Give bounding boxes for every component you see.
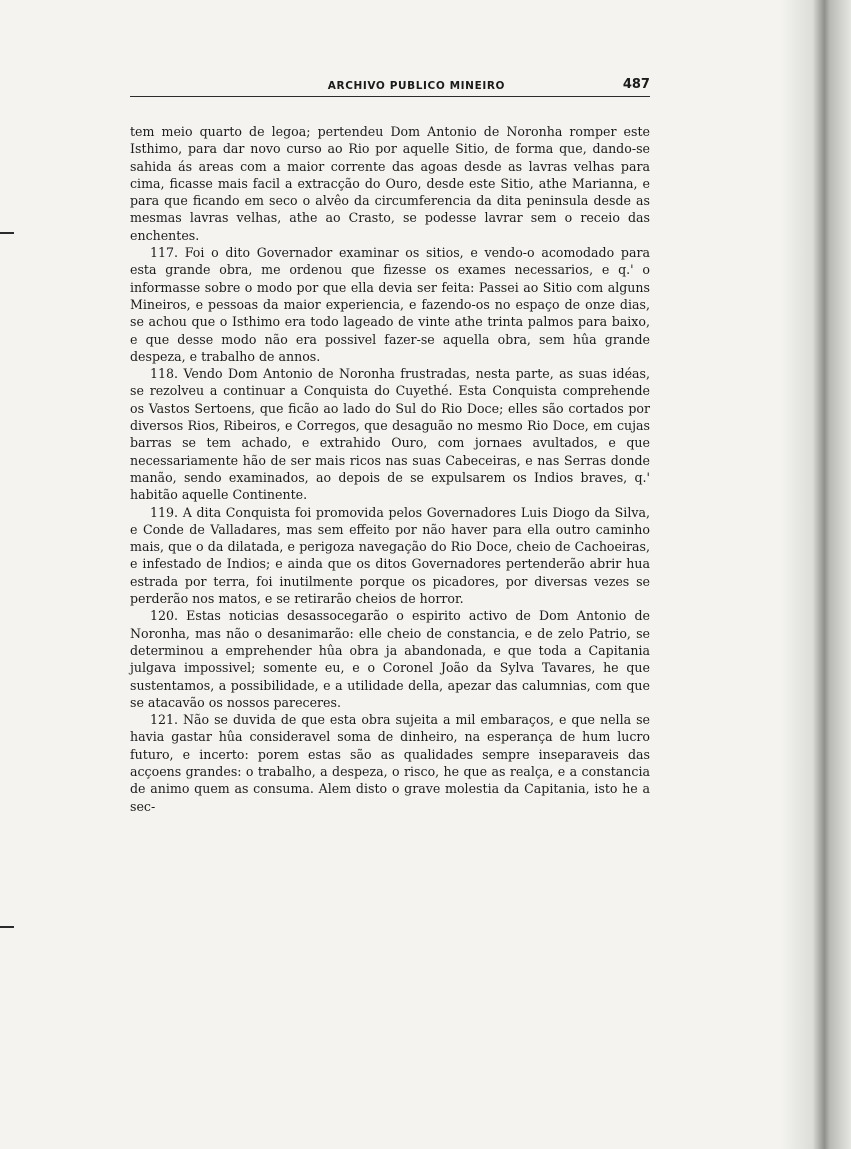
scan-page-edge	[781, 0, 851, 1149]
margin-mark	[0, 926, 14, 928]
body-text	[130, 123, 650, 815]
paragraph-119: 119. A dita Conquista foi promovida pelos Governadores Luis Diogo da Silva, e Conde de Valladares, mas sem effeito por não haver para ella outro caminho mais, que o da dilatada, e perigoza navegação do Rio Doce, cheio de Cachoeiras, e infestado de Indios; e ainda que os ditos Governadores pertenderão abrir hua estrada por terra, foi inutilmente porque os picadores, por diversas vezes se perderão nos matos, e se retirarão cheios de horror.	[130, 504, 650, 607]
paragraph-121: 121. Não se duvida de que esta obra sujeita a mil embaraços, e que nella se havia gastar hûa consideravel soma de dinheiro, na esperança de hum lucro futuro, e incerto: porem estas são as qualidades sempre inseparaveis das acçoens grandes: o trabalho, a despeza, o risco, he que as realça, e a constancia de animo quem as consuma. Alem disto o grave molestia da Capitania, isto he a sec-	[130, 712, 650, 814]
paragraph-118: 118. Vendo Dom Antonio de Noronha frustradas, nesta parte, as suas idéas, se rezolveu a continuar a Conquista do Cuyethé. Esta Conquista comprehende os Vastos Sertoens, que ficão ao lado do Sul do Rio Doce; elles são cortados por diversos Rios, Ribeiros, e Corregos, que desaguão no mesmo Rio Doce, em cujas barras se tem achado, e extrahido Ouro, com jornaes avultados, e que necessariamente hão de ser mais ricos nas suas Cabeceiras, e nas Serras donde manão, sendo examinados, ao depois de se expulsarem os Indios braves, q.' habitão aquelle Continente.	[130, 366, 650, 503]
page-header	[130, 72, 650, 97]
paragraph-120: 120. Estas noticias desassocegarão o espirito activo de Dom Antonio de Noronha, mas não o desanimarão: elle cheio de constancia, e de zelo Patrio, se determinou a emprehender hûa obra ja abandonada, e que toda a Capitania julgava impossivel; somente eu, e o Coronel João da Sylva Tavares, he que sustentamos, a possibilidade, e a utilidade della, apezar das calumnias, com que se atacavão os nossos pareceres.	[130, 608, 650, 710]
book-page	[130, 72, 650, 815]
paragraph-117: 117. Foi o dito Governador examinar os sitios, e vendo-o acomodado para esta grande obra, me ordenou que fizesse os exames necessarios, e q.' o informasse sobre o modo por que ella devia ser feita: Passei ao Sitio com alguns Mineiros, e pessoas da maior experiencia, e fazendo-os no espaço de onze dias, se achou que o Isthimo era todo lageado de vinte athe trinta palmos para baixo, e que desse modo não era possivel fazer-se aquella obra, sem hûa grande despeza, e trabalho de annos.	[130, 245, 650, 364]
margin-mark	[0, 232, 14, 234]
paragraph-continuation: tem meio quarto de legoa; pertendeu Dom Antonio de Noronha romper este Isthimo, para dar novo curso ao Rio por aquelle Sitio, de forma que, dando-se sahida ás areas com a maior corrente das agoas desde as lavras velhas para cima, ficasse mais facil a extracção do Ouro, desde este Sitio, athe Marianna, e para que ficando em seco o alvêo da circumferencia da dita peninsula desde as mesmas lavras velhas, athe ao Crasto, se podesse lavrar sem o receio das enchentes.	[130, 124, 650, 243]
running-head: ARCHIVO PUBLICO MINEIRO	[327, 80, 506, 92]
page-number: 487	[622, 77, 650, 92]
